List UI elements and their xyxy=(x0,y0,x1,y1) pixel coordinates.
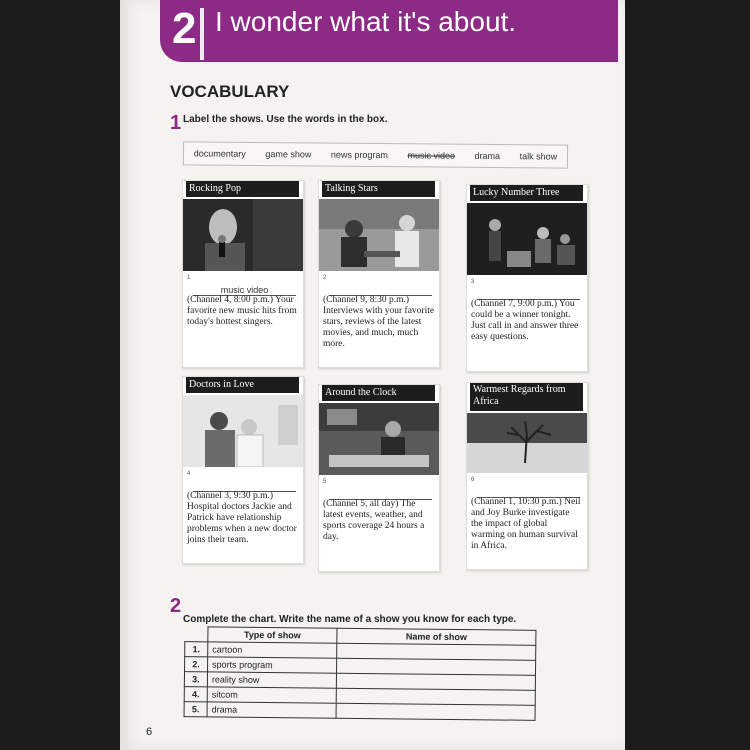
show-card-rocking-pop xyxy=(182,180,304,368)
row-number: 5. xyxy=(184,702,207,717)
card-index: 4 xyxy=(187,471,191,477)
show-description: (Channel 9, 8:30 p.m.) Interviews with your favorite stars, reviews of the latest movies, and much, much more. xyxy=(323,295,435,349)
exercise-1-number: 1 xyxy=(170,112,182,134)
word-news-program: news program xyxy=(330,149,388,161)
card-index: 2 xyxy=(323,275,327,281)
word-game-show: game show xyxy=(265,149,312,160)
doctors-photo xyxy=(183,395,303,467)
singer-photo xyxy=(183,199,303,271)
newsroom-photo xyxy=(319,403,439,475)
unit-number: 2 xyxy=(172,4,197,53)
page-number: 6 xyxy=(146,726,153,738)
word-documentary: documentary xyxy=(193,148,246,159)
row-type: sports program xyxy=(208,657,337,673)
show-title: Around the Clock xyxy=(322,385,435,401)
answer-line[interactable]: music video xyxy=(193,285,296,296)
row-number: 4. xyxy=(184,687,207,702)
show-title: Rocking Pop xyxy=(186,181,299,197)
banner-divider xyxy=(200,8,204,60)
show-type-chart xyxy=(184,626,537,721)
header-type-of-show: Type of show xyxy=(208,627,337,643)
unit-title: I wonder what it's about. xyxy=(215,6,517,37)
row-type: cartoon xyxy=(208,642,337,658)
talk-show-photo xyxy=(319,199,439,271)
row-type: reality show xyxy=(207,672,336,688)
show-title: Lucky Number Three xyxy=(470,185,583,201)
show-title: Doctors in Love xyxy=(186,377,299,393)
row-answer-cell[interactable] xyxy=(336,703,535,720)
show-title: Talking Stars xyxy=(322,181,435,197)
row-number: 1. xyxy=(185,642,208,657)
word-drama: drama xyxy=(474,150,501,162)
section-title: VOCABULARY xyxy=(170,82,290,101)
row-type: drama xyxy=(207,702,336,718)
row-number: 2. xyxy=(185,657,208,672)
show-description: (Channel 5, all day) The latest events, weather, and sports coverage 24 hours a day. xyxy=(323,499,425,542)
exercise-1-instruction: Label the shows. Use the words in the box. xyxy=(183,114,388,125)
show-description: (Channel 4, 8:00 p.m.) Your favorite new music hits from today's hottest singers. xyxy=(187,295,297,327)
card-index: 3 xyxy=(471,279,475,285)
row-number: 3. xyxy=(184,672,207,687)
exercise-2-number: 2 xyxy=(170,595,182,617)
card-index: 1 xyxy=(187,275,191,281)
show-description: (Channel 3, 9:30 p.m.) Hospital doctors Jackie and Patrick have relationship problems when a new doctor joins their team. xyxy=(187,491,297,545)
word-music-video: music video xyxy=(407,150,456,161)
show-card-around-the-clock xyxy=(318,384,440,572)
row-type: sitcom xyxy=(207,687,336,703)
header-name-of-show: Name of show xyxy=(337,628,536,645)
game-show-photo xyxy=(467,203,587,275)
card-index: 5 xyxy=(323,479,327,485)
word-box xyxy=(183,141,568,168)
word-talk-show: talk show xyxy=(519,151,558,162)
card-index: 6 xyxy=(471,477,475,483)
show-card-lucky-number-three xyxy=(466,184,588,372)
dead-tree-photo xyxy=(467,413,587,473)
show-card-doctors-in-love xyxy=(182,376,304,564)
table-row xyxy=(184,702,535,721)
exercise-2-instruction: Complete the chart. Write the name of a show you know for each type. xyxy=(183,614,517,625)
show-description: (Channel 1, 10:30 p.m.) Neil and Joy Burke investigate the impact of global warming on human survival in Africa. xyxy=(471,497,581,551)
show-card-warmest-regards xyxy=(466,382,588,570)
show-title: Warmest Regards from Africa xyxy=(470,383,583,411)
show-card-talking-stars xyxy=(318,180,440,368)
show-description: (Channel 7, 9:00 p.m.) You could be a winner tonight. Just call in and answer three easy questions. xyxy=(471,299,579,342)
